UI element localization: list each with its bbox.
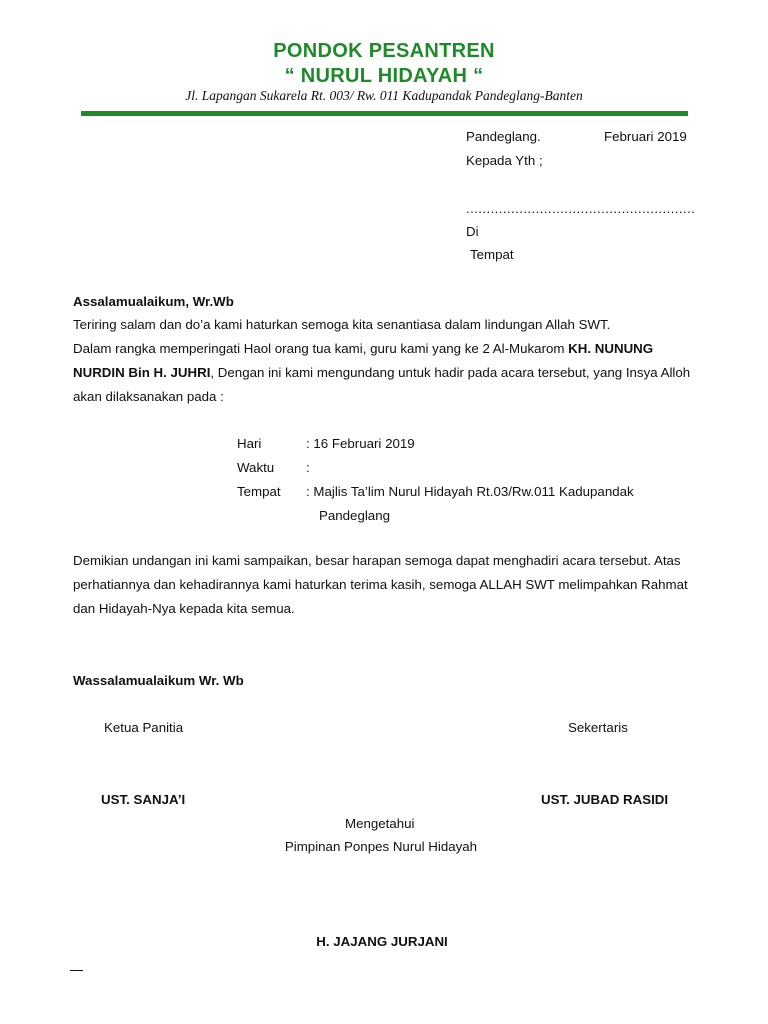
org-address: Jl. Lapangan Sukarela Rt. 003/ Rw. 011 Kadupandak Pandeglang-Banten bbox=[185, 88, 583, 103]
org-name-line1: PONDOK PESANTREN bbox=[273, 40, 495, 62]
closing-salam: Wassalamualaikum Wr. Wb bbox=[73, 673, 244, 688]
recipient-to-label: Kepada Yth ; bbox=[466, 153, 543, 168]
signature-right-role: Sekertaris bbox=[568, 720, 628, 735]
event-hari-value: : 16 Februari 2019 bbox=[306, 436, 415, 451]
event-tempat-value-cont: Pandeglang bbox=[319, 508, 390, 523]
letter-date: Februari 2019 bbox=[604, 129, 687, 144]
body-p2-start: Dalam rangka memperingati Haol orang tua kami, guru kami yang ke 2 Al-Mukarom bbox=[73, 341, 569, 356]
event-tempat-value: : Majlis Ta’lim Nurul Hidayah Rt.03/Rw.011 Kadupandak bbox=[306, 484, 634, 499]
event-waktu-value: : bbox=[306, 460, 310, 475]
greeting: Assalamualaikum, Wr.Wb bbox=[73, 294, 234, 309]
honoree-name: KH. NUNUNG NURDIN Bin H. JUHRI bbox=[73, 341, 654, 380]
signature-center-label: Mengetahui bbox=[345, 816, 415, 831]
signature-center-role: Pimpinan Ponpes Nurul Hidayah bbox=[284, 839, 478, 854]
signature-left-role: Ketua Panitia bbox=[104, 720, 184, 735]
event-tempat-label: Tempat bbox=[237, 484, 281, 499]
body-p2-end: , Dengan ini kami mengundang untuk hadir pada acara tersebut, yang Insya Alloh akan dilaksanakan pada : bbox=[73, 365, 691, 404]
recipient-di: Di bbox=[466, 224, 479, 239]
signature-left-name: UST. SANJA’I bbox=[101, 792, 186, 807]
closing-paragraph: Demikian undangan ini kami sampaikan, besar harapan semoga dapat menghadiri acara tersebut. Atas perhatiannya dan kehadirannya kami haturkan terima kasih, semoga ALLAH SWT melimpahkan Rahmat dan Hidayah-Nya kepada kita semua. bbox=[73, 553, 688, 616]
footer-mark bbox=[70, 970, 83, 971]
recipient-dots: ........................................................ bbox=[466, 201, 696, 216]
event-hari-label: Hari bbox=[237, 436, 262, 451]
body-line-1: Teriring salam dan do’a kami haturkan semoga kita senantiasa dalam lindungan Allah SWT. bbox=[73, 317, 611, 332]
recipient-tempat: Tempat bbox=[470, 247, 514, 262]
body-paragraph-2 bbox=[73, 337, 703, 409]
letter-place: Pandeglang. bbox=[466, 129, 541, 144]
signature-center-name: H. JAJANG JURJANI bbox=[316, 934, 448, 949]
event-waktu-label: Waktu bbox=[237, 460, 275, 475]
signature-right-name: UST. JUBAD RASIDI bbox=[541, 792, 669, 807]
org-name-line2: “ NURUL HIDAYAH “ bbox=[284, 65, 484, 87]
header-divider bbox=[81, 111, 688, 116]
